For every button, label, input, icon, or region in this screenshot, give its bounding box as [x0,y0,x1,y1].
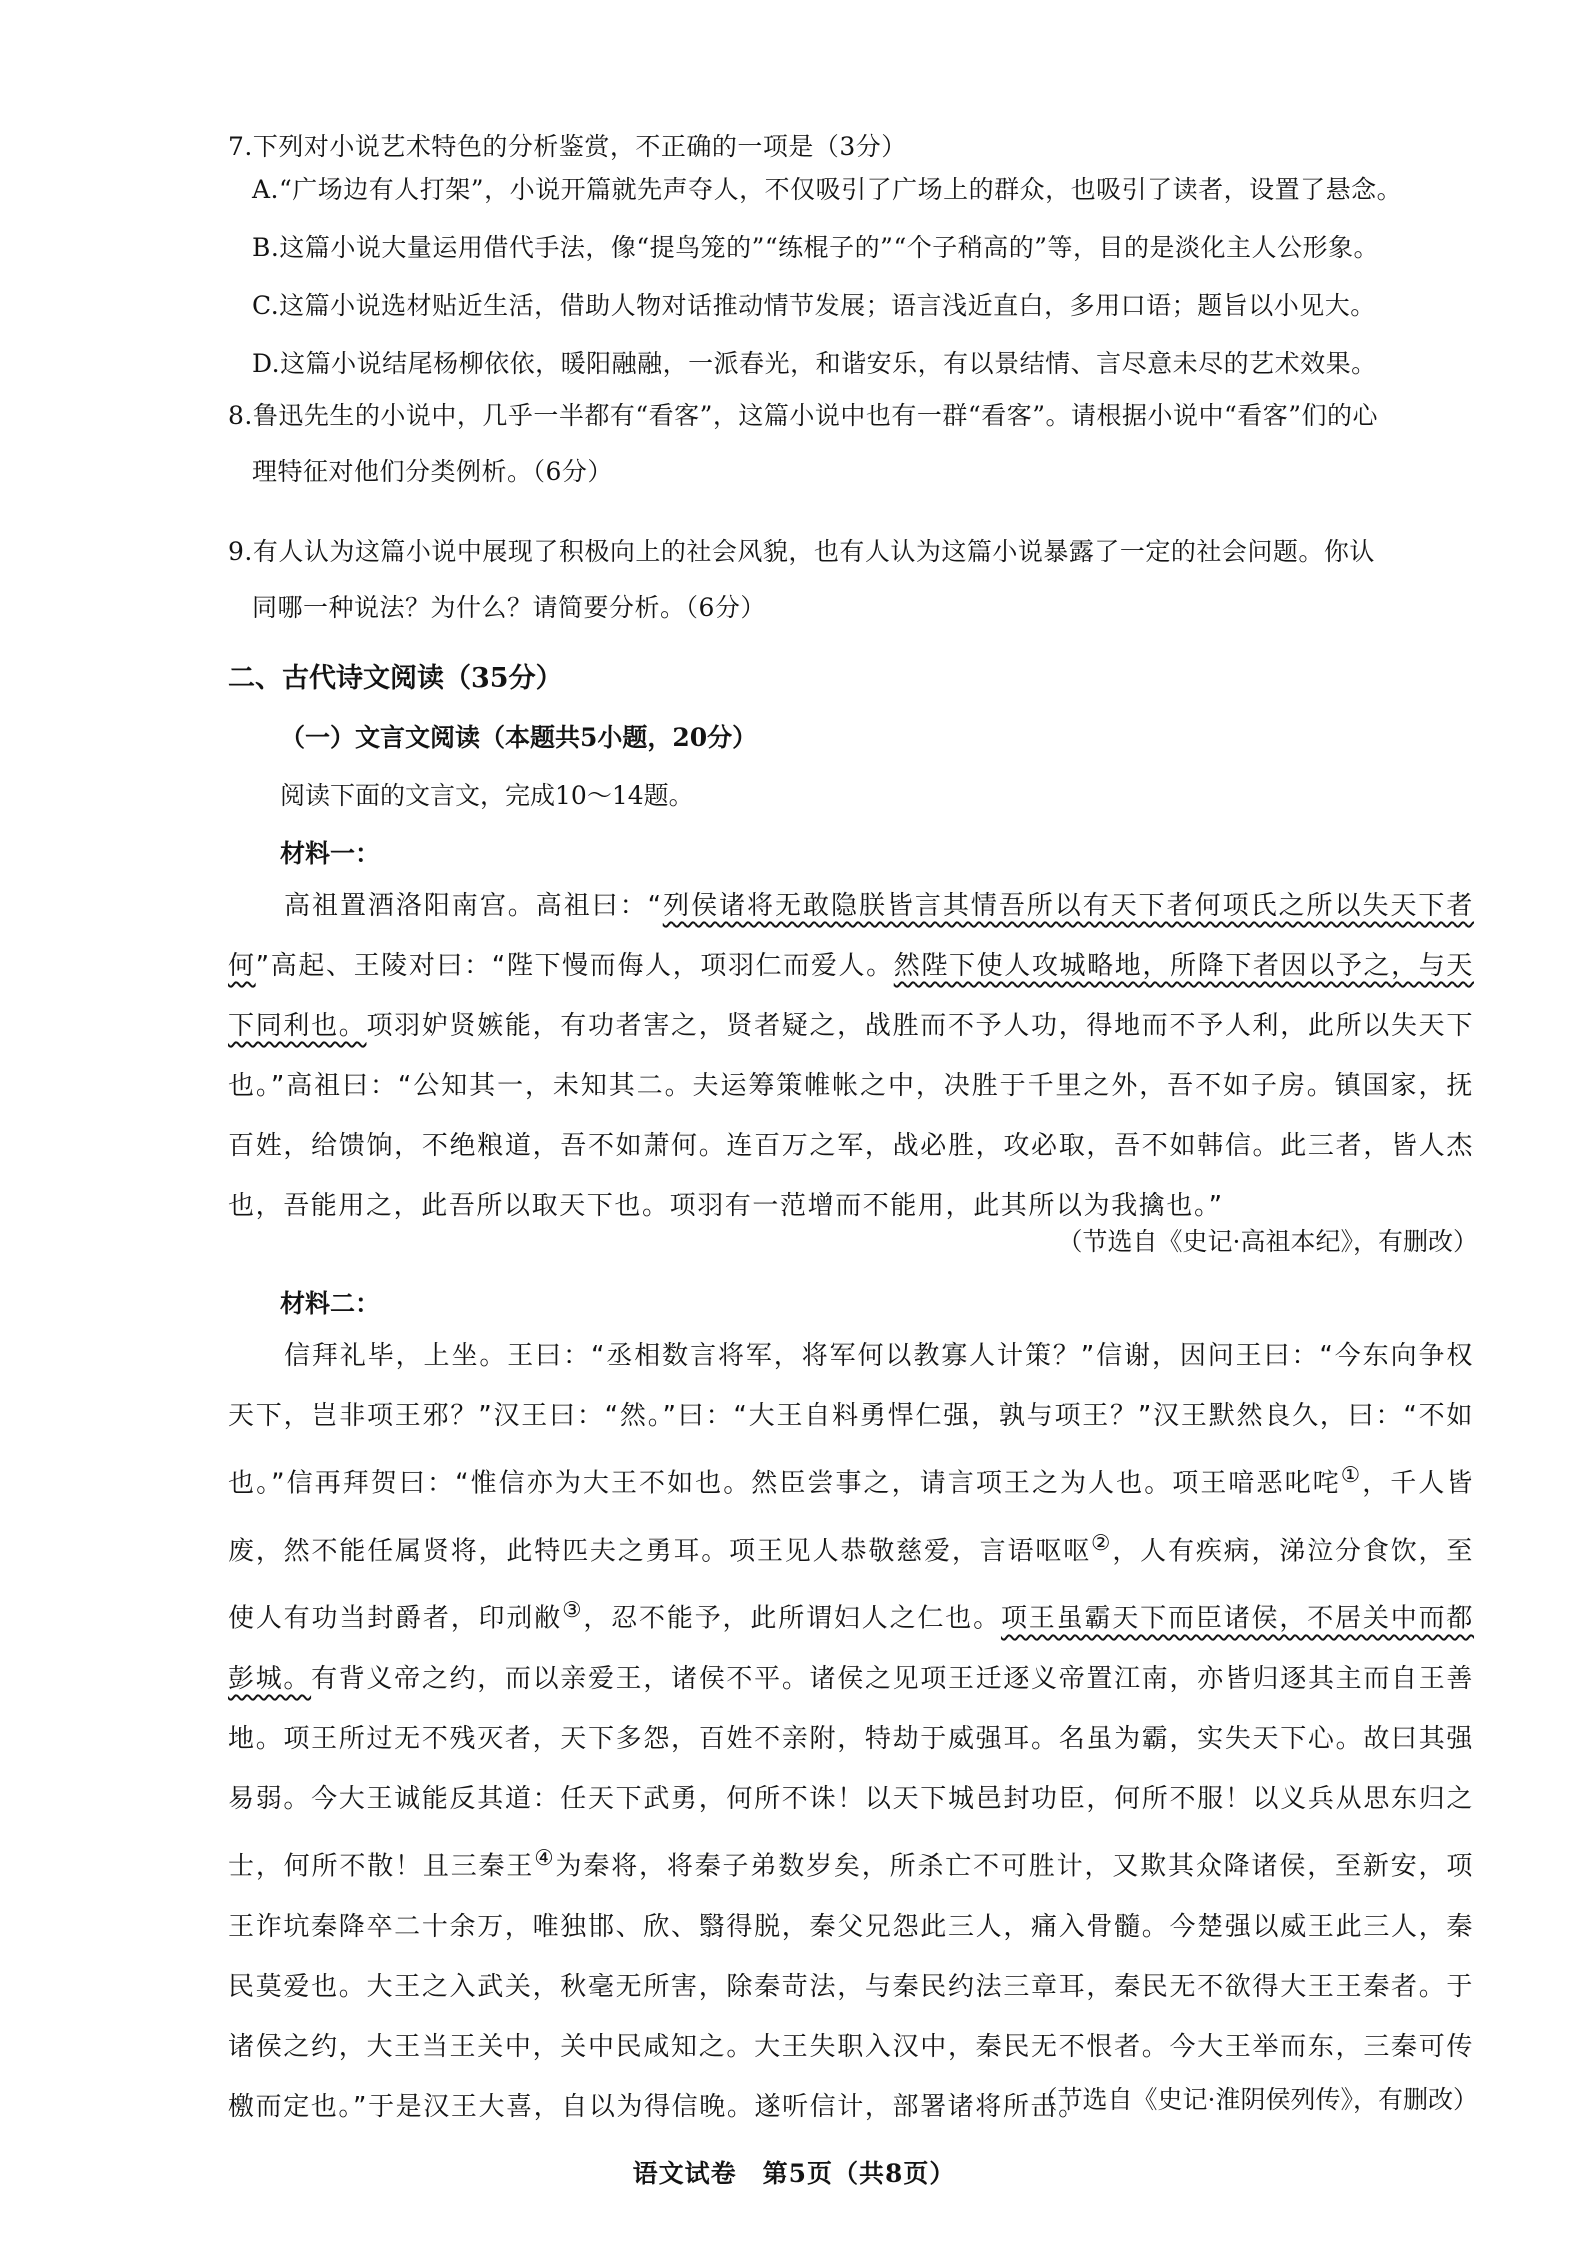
passage-text: 高祖置酒洛阳南宫。高祖曰：“ [284,891,663,921]
section-2-title: 二、古代诗文阅读（35分） [228,663,563,694]
subsection-title [280,718,757,754]
footnote-marker: ④ [534,1845,556,1871]
underlined-sentence-1: 列侯诸将无敢隐朕皆言其情吾所以有天下者何项氏之所以失天下者何 [228,891,1475,981]
page-footer: 语文试卷 第5页（共8页） [632,2159,956,2188]
question-8-line2: 理特征对他们分类例析。（6分） [252,457,613,486]
subsection-label: （一）文言文阅读（本题共5小题，20分） [280,723,758,752]
passage-text: ，千人皆废，然不能任属贤将，此特匹夫之勇耳。项王见人恭敬慈爱，言语呕呕 [228,1468,1474,1567]
question-8 [228,388,1478,500]
material-2-passage [228,1326,1474,2137]
material-1-passage [228,876,1474,1236]
footnote-marker: ① [1340,1463,1363,1488]
question-9-line1: 9.有人认为这篇小说中展现了积极向上的社会风貌，也有人认为这篇小说暴露了一定的社会问题。你认 [228,537,1375,566]
passage-text: ，忍不能予，此所谓妇人之仁也。 [583,1603,1001,1634]
question-9 [228,524,1478,636]
reading-instruction: 阅读下面的文言文，完成10～14题。 [280,781,694,810]
passage-text: ，人有疾病，涕泣分食饮，至使人有功当封爵者，印刓敝 [228,1536,1474,1634]
passage-text: ”高起、王陵对曰：“陛下慢而侮人，项羽仁而爱人。 [255,951,894,981]
question-7-option-d: D.这篇小说结尾杨柳依依，暖阳融融，一派春光，和谐安乐，有以景结情、言尽意未尽的艺术效果。 [252,349,1377,378]
question-7-option-a: A.“广场边有人打架”，小说开篇就先声夺人，不仅吸引了广场上的群众，也吸引了读者，设置了悬念。 [252,175,1403,204]
material-2-label: 材料二： [280,1289,381,1318]
underlined-sentence-2: 然陛下使人攻城略地，所降下者因以予之，与天下同利也。 [228,951,1474,1041]
footnote-marker: ③ [562,1598,584,1624]
question-9-line2: 同哪一种说法？为什么？请简要分析。（6分） [252,593,766,622]
question-7-stem: 7.下列对小说艺术特色的分析鉴赏，不正确的一项是（3分） [228,132,907,161]
underlined-sentence-3: 项王虽霸天下而臣诸侯，不居关中而都彭城。 [228,1603,1475,1694]
passage-text: 项羽妒贤嫉能，有功者害之，贤者疑之，战胜而不予人功，得地而不予人利，此所以失天下也。”高祖曰：“公知其一，未知其二。夫运筹策帷帐之中，决胜于千里之外，吾不如子房。镇国家，抚百姓，给馈饷，不绝粮道，吾不如萧何。连百万之军，战必胜，攻必取，吾不如韩信。此三者，皆人杰也，吾能用之，此吾所以取天下也。项羽有一范增而不能用，此其所以为我擒也。” [228,1011,1474,1221]
passage-text: 为秦将，将秦子弟数岁矣，所杀亡不可胜计，又欺其众降诸侯，至新安，项王诈坑秦降卒二十余万，唯独邯、欣、翳得脱，秦父兄怨此三人，痛入骨髓。今楚强以威王此三人，秦民莫爱也。大王之入武关，秋毫无所害，除秦苛法，与秦民约法三章耳，秦民无不欲得大王王秦者。于诸侯之约，大王当王关中，关中民咸知之。大王失职入汉中，秦民无不恨者。今大王举而东，三秦可传檄而定也。”于是汉王大喜，自以为得信晚。遂听信计，部署诸将所击。 [228,1851,1474,2122]
passage-text: 有背义帝之约，而以亲爱王，诸侯不平。诸侯之见项王迁逐义帝置江南，亦皆归逐其主而自王善地。项王所过无不残灭者，天下多怨，百姓不亲附，特劫于威强耳。名虽为霸，实失天下心。故曰其强易弱。今大王诚能反其道：任天下武勇，何所不诛！以天下城邑封功臣，何所不服！以义兵从思东归之士，何所不散！且三秦王 [228,1663,1474,1882]
footnote-marker: ② [1091,1530,1113,1556]
material-1-source: （节选自《史记·高祖本纪》，有删改） [1057,1227,1478,1256]
material-2-source: （节选自《史记·淮阴侯列传》，有删改） [1032,2085,1478,2114]
material-1-label: 材料一： [280,839,381,868]
question-7-option-c: C.这篇小说选材贴近生活，借助人物对话推动情节发展；语言浅近直白，多用口语；题旨以小见大。 [252,291,1376,320]
passage-text: 信拜礼毕，上坐。王曰：“丞相数言将军，将军何以教寡人计策？”信谢，因问王曰：“今东向争权天下，岂非项王邪？”汉王曰：“然。”曰：“大王自料勇悍仁强，孰与项王？”汉王默然良久，曰：“不如也。”信再拜贺曰：“惟信亦为大王不如也。然臣尝事之，请言项王之为人也。项王喑恶叱咤 [228,1341,1474,1499]
question-8-line1: 8.鲁迅先生的小说中，几乎一半都有“看客”，这篇小说中也有一群“看客”。请根据小说中“看客”们的心 [228,401,1379,430]
question-7-option-b: B.这篇小说大量运用借代手法，像“提鸟笼的”“练棍子的”“个子稍高的”等，目的是淡化主人公形象。 [252,233,1380,262]
